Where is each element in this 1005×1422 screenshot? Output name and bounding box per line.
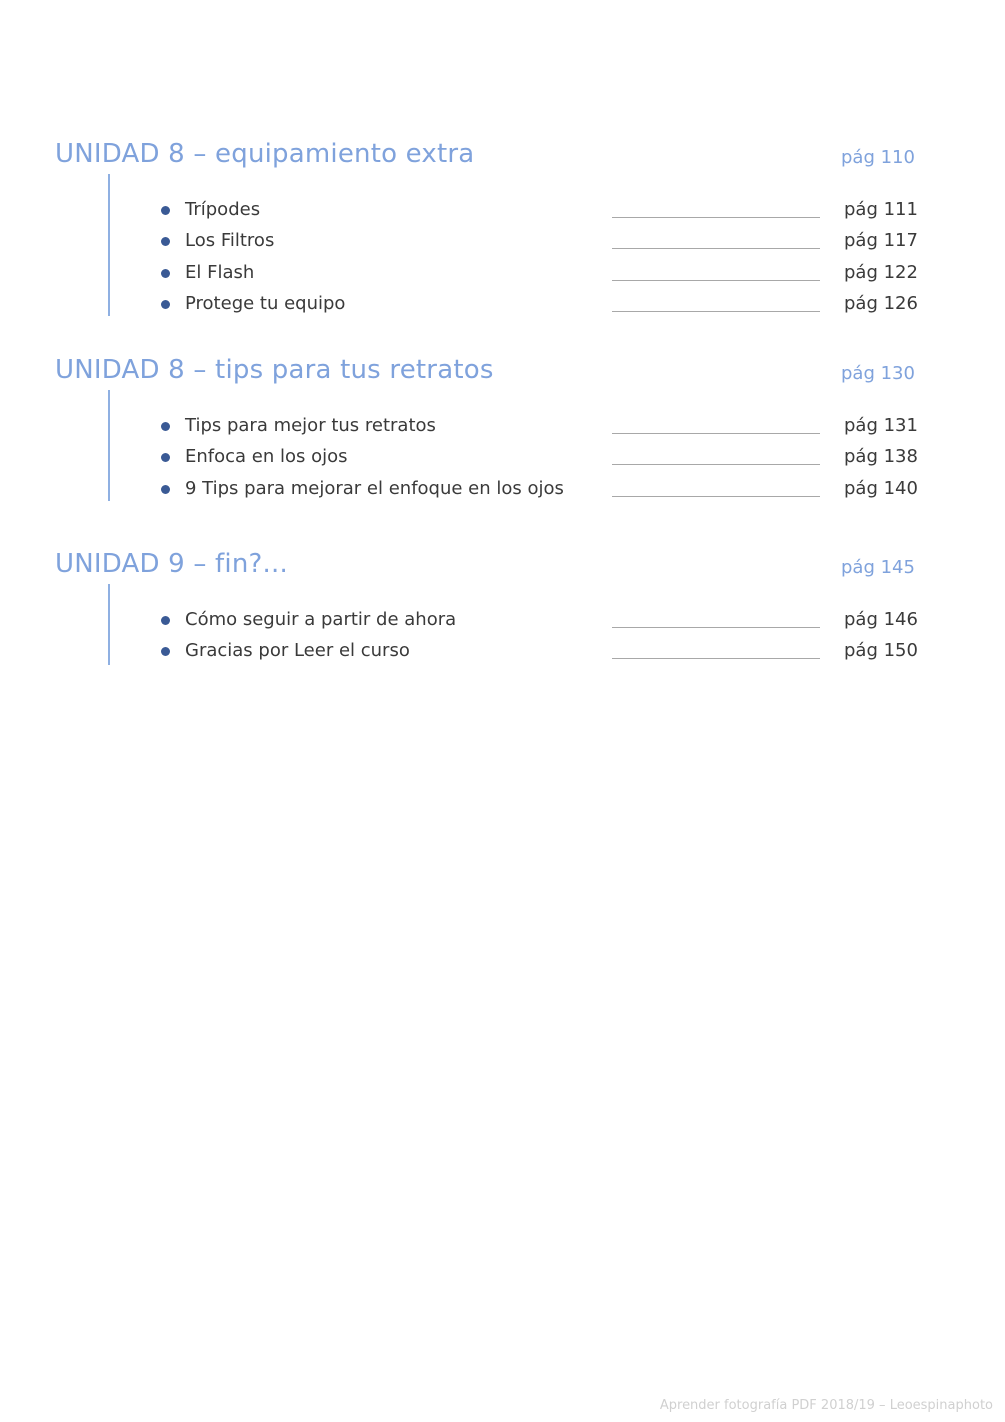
toc-entry <box>0 230 1005 254</box>
toc-entry-label: Trípodes <box>185 199 261 220</box>
toc-entry-label: Gracias por Leer el curso <box>185 640 410 661</box>
bullet-icon <box>161 453 170 462</box>
toc-entry-label: Los Filtros <box>185 230 275 251</box>
toc-entry <box>0 609 1005 633</box>
toc-entry <box>0 478 1005 502</box>
leader-line <box>612 464 820 465</box>
toc-entry <box>0 262 1005 286</box>
toc-entry-page: pág 140 <box>844 478 918 499</box>
toc-entry-page: pág 111 <box>844 199 918 220</box>
bullet-icon <box>161 269 170 278</box>
toc-entry <box>0 640 1005 664</box>
bullet-icon <box>161 300 170 309</box>
toc-entry <box>0 293 1005 317</box>
unit-title: UNIDAD 8 – tips para tus retratos <box>55 355 494 385</box>
unit-title: UNIDAD 9 – fin?... <box>55 549 288 579</box>
toc-entry <box>0 199 1005 223</box>
unit-page-number: pág 130 <box>841 363 915 384</box>
leader-line <box>612 658 820 659</box>
toc-entry-page: pág 146 <box>844 609 918 630</box>
bullet-icon <box>161 616 170 625</box>
toc-entry-label: Tips para mejor tus retratos <box>185 415 436 436</box>
unit-title: UNIDAD 8 – equipamiento extra <box>55 139 475 169</box>
leader-line <box>612 280 820 281</box>
page-footer: Aprender fotografía PDF 2018/19 – Leoespinaphoto <box>659 1398 993 1413</box>
toc-entry-page: pág 126 <box>844 293 918 314</box>
toc-entry-page: pág 131 <box>844 415 918 436</box>
bullet-icon <box>161 485 170 494</box>
toc-entry-label: Enfoca en los ojos <box>185 446 348 467</box>
toc-entry-label: Protege tu equipo <box>185 293 346 314</box>
bullet-icon <box>161 422 170 431</box>
toc-entry-page: pág 150 <box>844 640 918 661</box>
toc-entry-page: pág 117 <box>844 230 918 251</box>
toc-entry-label: Cómo seguir a partir de ahora <box>185 609 457 630</box>
toc-entry-page: pág 138 <box>844 446 918 467</box>
unit-page-number: pág 145 <box>841 557 915 578</box>
toc-entry-label: 9 Tips para mejorar el enfoque en los ojos <box>185 478 564 499</box>
bullet-icon <box>161 647 170 656</box>
leader-line <box>612 627 820 628</box>
toc-entry <box>0 446 1005 470</box>
leader-line <box>612 217 820 218</box>
bullet-icon <box>161 237 170 246</box>
unit-page-number: pág 110 <box>841 147 915 168</box>
toc-entry <box>0 415 1005 439</box>
leader-line <box>612 496 820 497</box>
leader-line <box>612 311 820 312</box>
leader-line <box>612 248 820 249</box>
toc-entry-label: El Flash <box>185 262 255 283</box>
toc-entry-page: pág 122 <box>844 262 918 283</box>
leader-line <box>612 433 820 434</box>
bullet-icon <box>161 206 170 215</box>
